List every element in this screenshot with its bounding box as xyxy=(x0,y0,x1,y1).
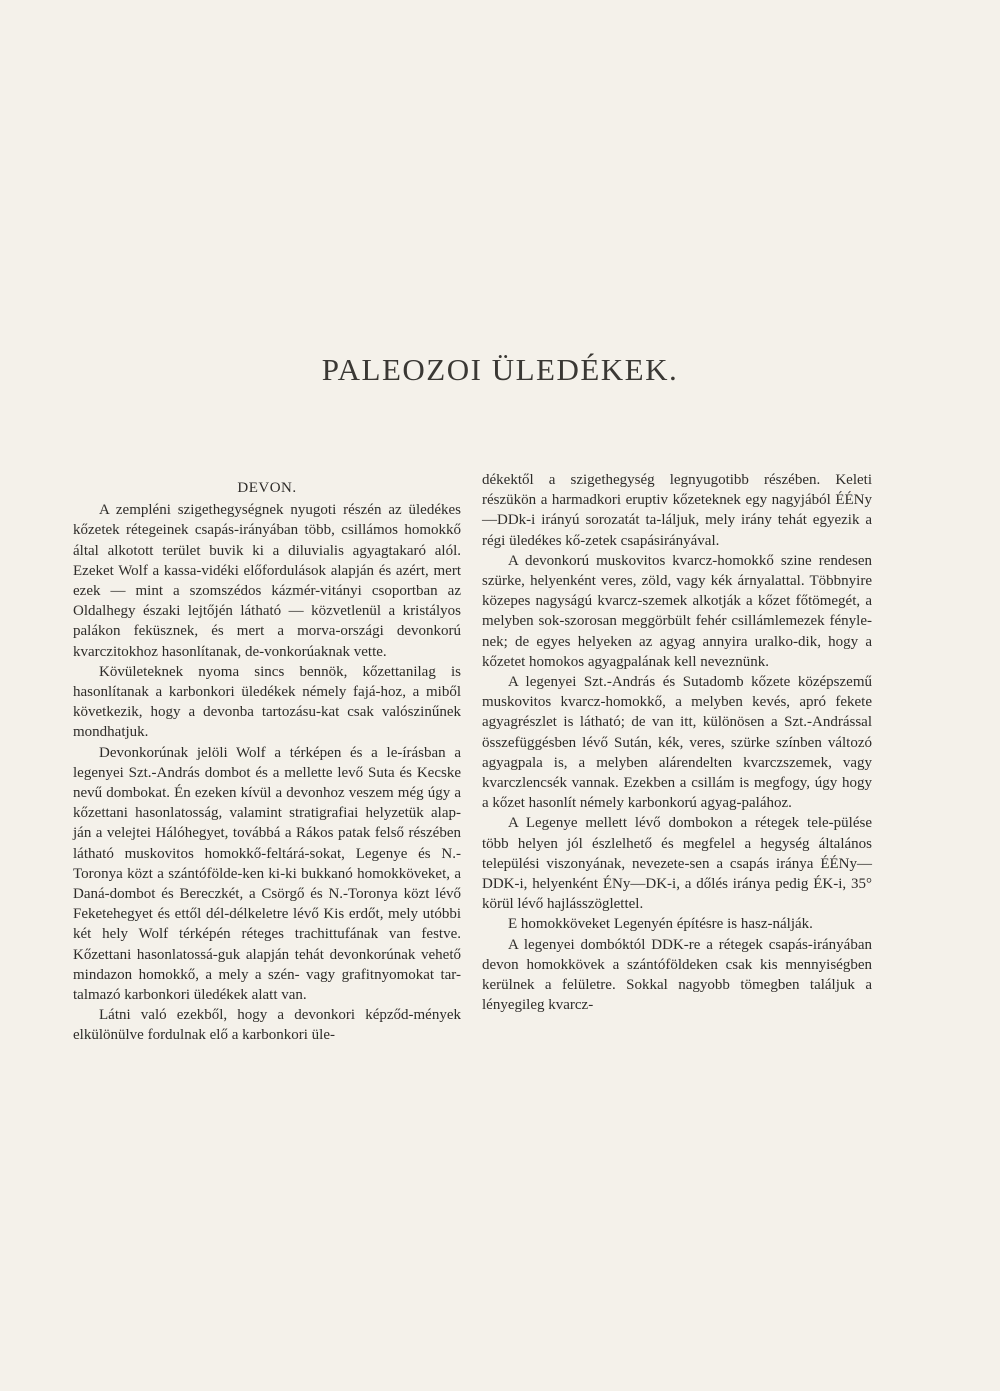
paragraph: A zempléni szigethegységnek nyugoti részén az üledékes kőzetek rétegeinek csapás-irányában több, csillámos homokkő által alkotott terület buvik ki a diluvialis agyagtakaró alól. Ezeket Wolf a kassa-vidéki előfordulások alapján és azért, mert ezek — mint a szomszédos kázmér-vitányi csoportban az Oldalhegy északi lejtőjén látható — közvetlenül a kristályos palákon feküsznek, és mert a morva-országi devonkorú kvarczitokhoz hasonlítanak, de-vonkorúaknak vette. xyxy=(73,502,461,660)
right-column xyxy=(482,470,872,1015)
paragraph: A legenyei dombóktól DDK-re a rétegek csapás-irányában devon homokkövek a szántóföldeken csak kis mennyiségben kerülnek a felületre. Sokkal nagyobb tömegben találjuk a lényegileg kvarcz- xyxy=(482,936,872,1014)
paragraph: Devonkorúnak jelöli Wolf a térképen és a le-írásban a legenyei Szt.-András dombot és a mellette levő Suta és Kecske nevű dombokat. Én ezeken kívül a devonhoz veszem még úgy a kőzettani hasonlatosság, valamint stratigrafiai helyzetük alap-ján a velejtei Hálóhegyet, továbbá a Rákos patak felső részében látható muskovitos homokkő-feltárá-sokat, Legenye és N.-Toronya közt a szántófölde-ken ki-ki bukkanó homokköveket, a Daná-dombot és Bereczkét, a Csörgő és N.-Toronya közt lévő Feketehegyet és ettől dél-délkeletre lévő Kis erdőt, mely utóbbi két hely Wolf térképén réteges trachittufának van festve. Kőzettani hasonlatossá-guk alapján tehát devonkorúnak vehető mindazon homokkő, a mely a szén- vagy grafitnyomokat tar-talmazó karbonkori üledékek alatt van. xyxy=(73,744,461,1004)
left-column xyxy=(73,470,461,1046)
page-title: PALEOZOI ÜLEDÉKEK. xyxy=(321,352,679,387)
paragraph: A Legenye mellett lévő dombokon a rétegek tele-pülése több helyen jól észlelhető és megfelel a hegység általános települési viszonyának, nevezete-sen a csapás iránya ÉÉNy—DDK-i, helyenként ÉNy—DK-i, a dőlés iránya pedig ÉK-i, 35° körül lévő hajlásszöglettel. xyxy=(482,815,872,913)
paragraph: A devonkorú muskovitos kvarcz-homokkő szine rendesen szürke, helyenként veres, zöld, vagy kék árnyalattal. Többnyire közepes nagyságú kvarcz-szemek alkotják a kőzet főtömegét, a melyben sok-szorosan meggörbült fehér csillámlemezek fényle-nek; de egyes helyeken az agyag annyira uralko-dik, hogy a kőzetet homokos agyagpalának kell neveznünk. xyxy=(482,552,872,670)
paragraph: A legenyei Szt.-András és Sutadomb kőzete középszemű muskovitos kvarcz-homokkő, a melyben kevés, apró fekete agyagrészlet is látható; de van itt, különösen a Szt.-Andrással összefüggésben lévő Sután, kék, veres, szürke színben változó agyagpala is, a melyben alárendelten kvarczszemek, vagy kvarczlencsék vannak. Ezekben a csillám is megfogy, úgy hogy a kőzet hasonlít némely karbonkorú agyag-palához. xyxy=(482,674,872,812)
paragraph: E homokköveket Legenyén építésre is hasz-nálják. xyxy=(508,916,813,933)
section-heading: DEVON. xyxy=(237,480,297,496)
paragraph: Kövületeknek nyoma sincs bennök, kőzettanilag is hasonlítanak a karbonkori üledékek némely fajá-hoz, a miből következik, hogy a devonba tartozásu-kat csak valószinűnek mondhatjuk. xyxy=(73,663,461,741)
paragraph: dékektől a szigethegység legnyugotibb részében. Keleti részükön a harmadkori eruptiv kőzeteknek egy nagyjából ÉÉNy—DDk-i irányú sorozatát ta-láljuk, mely irány tehát egyezik a régi üledékes kő-zetek csapásirányával. xyxy=(482,472,872,549)
paragraph: Látni való ezekből, hogy a devonkori képződ-mények elkülönülve fordulnak elő a karbonkori üle- xyxy=(73,1007,461,1044)
